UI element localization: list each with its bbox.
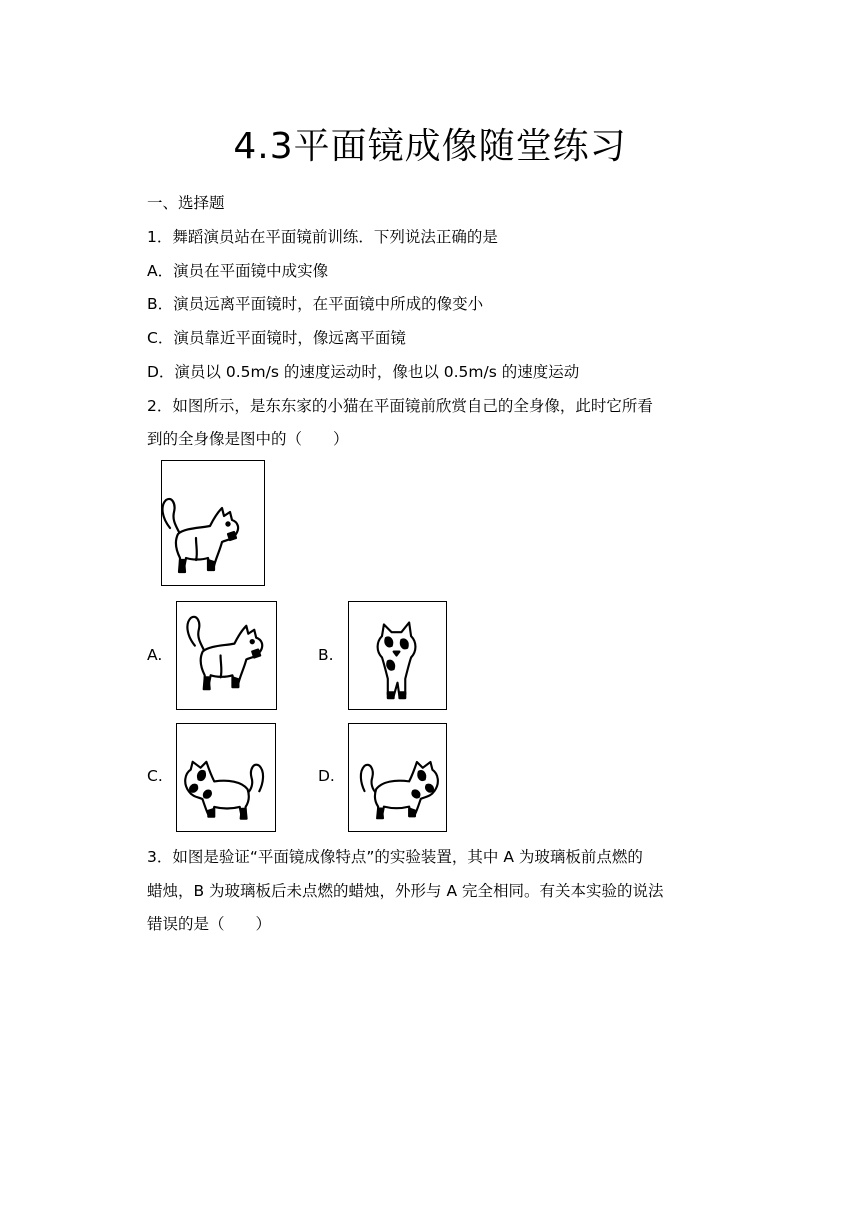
q3-stem-line2: 蜡烛，B 为玻璃板后未点燃的蜡烛，外形与 A 完全相同。有关本实验的说法 <box>147 882 664 900</box>
q1-option-b: B．演员远离平面镜时，在平面镜中所成的像变小 <box>147 295 484 313</box>
q1-option-d: D．演员以 0.5m/s 的速度运动时，像也以 0.5m/s 的速度运动 <box>147 363 580 381</box>
q2-option-a-image <box>176 601 277 710</box>
q3-stem-line3: 错误的是（ ） <box>147 915 272 933</box>
q1-option-a: A．演员在平面镜中成实像 <box>147 262 329 280</box>
q2-option-c-label: C. <box>147 767 163 785</box>
cat-illustration <box>349 724 446 831</box>
q1-option-c: C．演员靠近平面镜时，像远离平面镜 <box>147 329 406 347</box>
q1-stem: 1．舞蹈演员站在平面镜前训练．下列说法正确的是 <box>147 228 498 246</box>
q2-figure-mirror-cat <box>147 460 267 588</box>
q2-option-b-label: B. <box>318 646 334 664</box>
cat-illustration <box>177 602 276 709</box>
q2-stem-line2: 到的全身像是图中的（ ） <box>147 430 349 448</box>
q2-option-a-label: A. <box>147 646 163 664</box>
q3-stem-line1: 3．如图是验证“平面镜成像特点”的实验装置，其中 A 为玻璃板前点燃的 <box>147 848 643 866</box>
cat-illustration <box>177 724 275 831</box>
cat-illustration <box>349 602 446 709</box>
section-heading: 一、选择题 <box>147 194 225 212</box>
q2-option-b-image <box>348 601 447 710</box>
cat-illustration <box>147 488 257 588</box>
page-title: 4.3平面镜成像随堂练习 <box>233 126 627 167</box>
q2-option-d-image <box>348 723 447 832</box>
q2-option-c-image <box>176 723 276 832</box>
q2-stem-line1: 2．如图所示，是东东家的小猫在平面镜前欣赏自己的全身像，此时它所看 <box>147 397 653 415</box>
q2-option-d-label: D. <box>318 767 335 785</box>
